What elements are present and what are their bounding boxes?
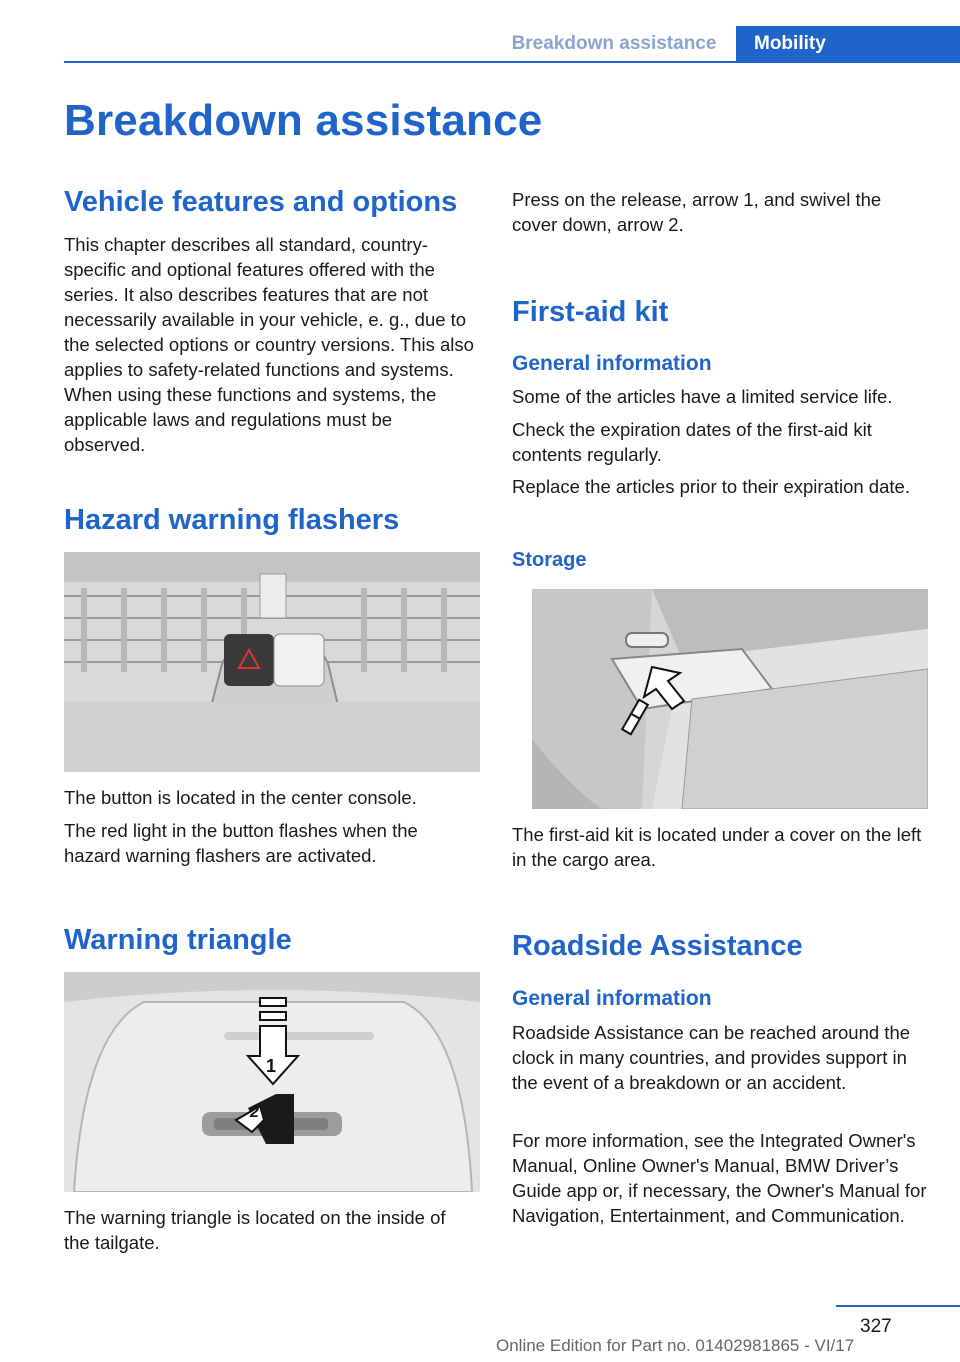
vehicle-features-heading: Vehicle features and options xyxy=(64,186,458,218)
first-aid-service-life-text: Some of the articles have a limited service life. xyxy=(512,386,893,407)
hazard-button-image xyxy=(64,552,480,772)
page-title: Breakdown assistance xyxy=(64,96,543,145)
roadside-availability-text: Roadside Assistance can be reached around the clock in many countries, and provides support in the event of a breakdown or an accident. xyxy=(512,1022,911,1093)
arrow-1-label: 1 xyxy=(266,1056,277,1076)
storage-heading: Storage xyxy=(512,549,587,571)
release-instructions-text: Press on the release, arrow 1, and swivel the cover down, arrow 2. xyxy=(512,189,882,235)
hazard-location-text: The button is located in the center console. xyxy=(64,787,417,808)
first-aid-check-text: Check the expiration dates of the first-aid kit contents regularly. xyxy=(512,419,872,465)
warning-triangle-text: The warning triangle is located on the inside of the tailgate. xyxy=(64,1207,446,1253)
hazard-heading: Hazard warning flashers xyxy=(64,504,400,536)
warning-triangle-heading: Warning triangle xyxy=(64,924,292,956)
first-aid-general-heading: General information xyxy=(512,352,712,375)
footer-rule xyxy=(836,1305,960,1307)
roadside-assistance-heading: Roadside Assistance xyxy=(512,930,803,962)
hazard-light-text: The red light in the button flashes when the hazard warning flashers are activated. xyxy=(64,820,418,866)
edition-footer: Online Edition for Part no. 01402981865 - VI/17 xyxy=(496,1336,855,1355)
roadside-general-heading: General information xyxy=(512,987,712,1010)
first-aid-replace-text: Replace the articles prior to their expiration date. xyxy=(512,476,910,497)
storage-location-text: The first-aid kit is located under a cover on the left in the cargo area. xyxy=(512,824,922,870)
header-rule xyxy=(64,61,960,63)
warning-triangle-image xyxy=(64,972,480,1192)
first-aid-storage-image xyxy=(532,589,928,809)
header-chapter-tab: Mobility xyxy=(736,26,960,62)
first-aid-heading: First-aid kit xyxy=(512,296,669,328)
roadside-more-info-text: For more information, see the Integrated Owner's Manual, Online Owner's Manual, BMW Driver’s Guide app or, if necessary, the Owner's Manual for Navigation, Entertainment, and Communication. xyxy=(512,1130,927,1226)
header-section-label: Breakdown assistance xyxy=(511,33,717,54)
page-number: 327 xyxy=(860,1316,892,1337)
arrow-2-label: 2 xyxy=(250,1104,259,1121)
vehicle-features-text: This chapter describes all standard, country-specific and optional features offered with the series. It also describes features that are not necessarily available in your vehicle, e. g., due to the selected options or country versions. This also applies to safety-related functions and systems. When using these functions and systems, the applicable laws and regulations must be observed. xyxy=(64,234,474,455)
